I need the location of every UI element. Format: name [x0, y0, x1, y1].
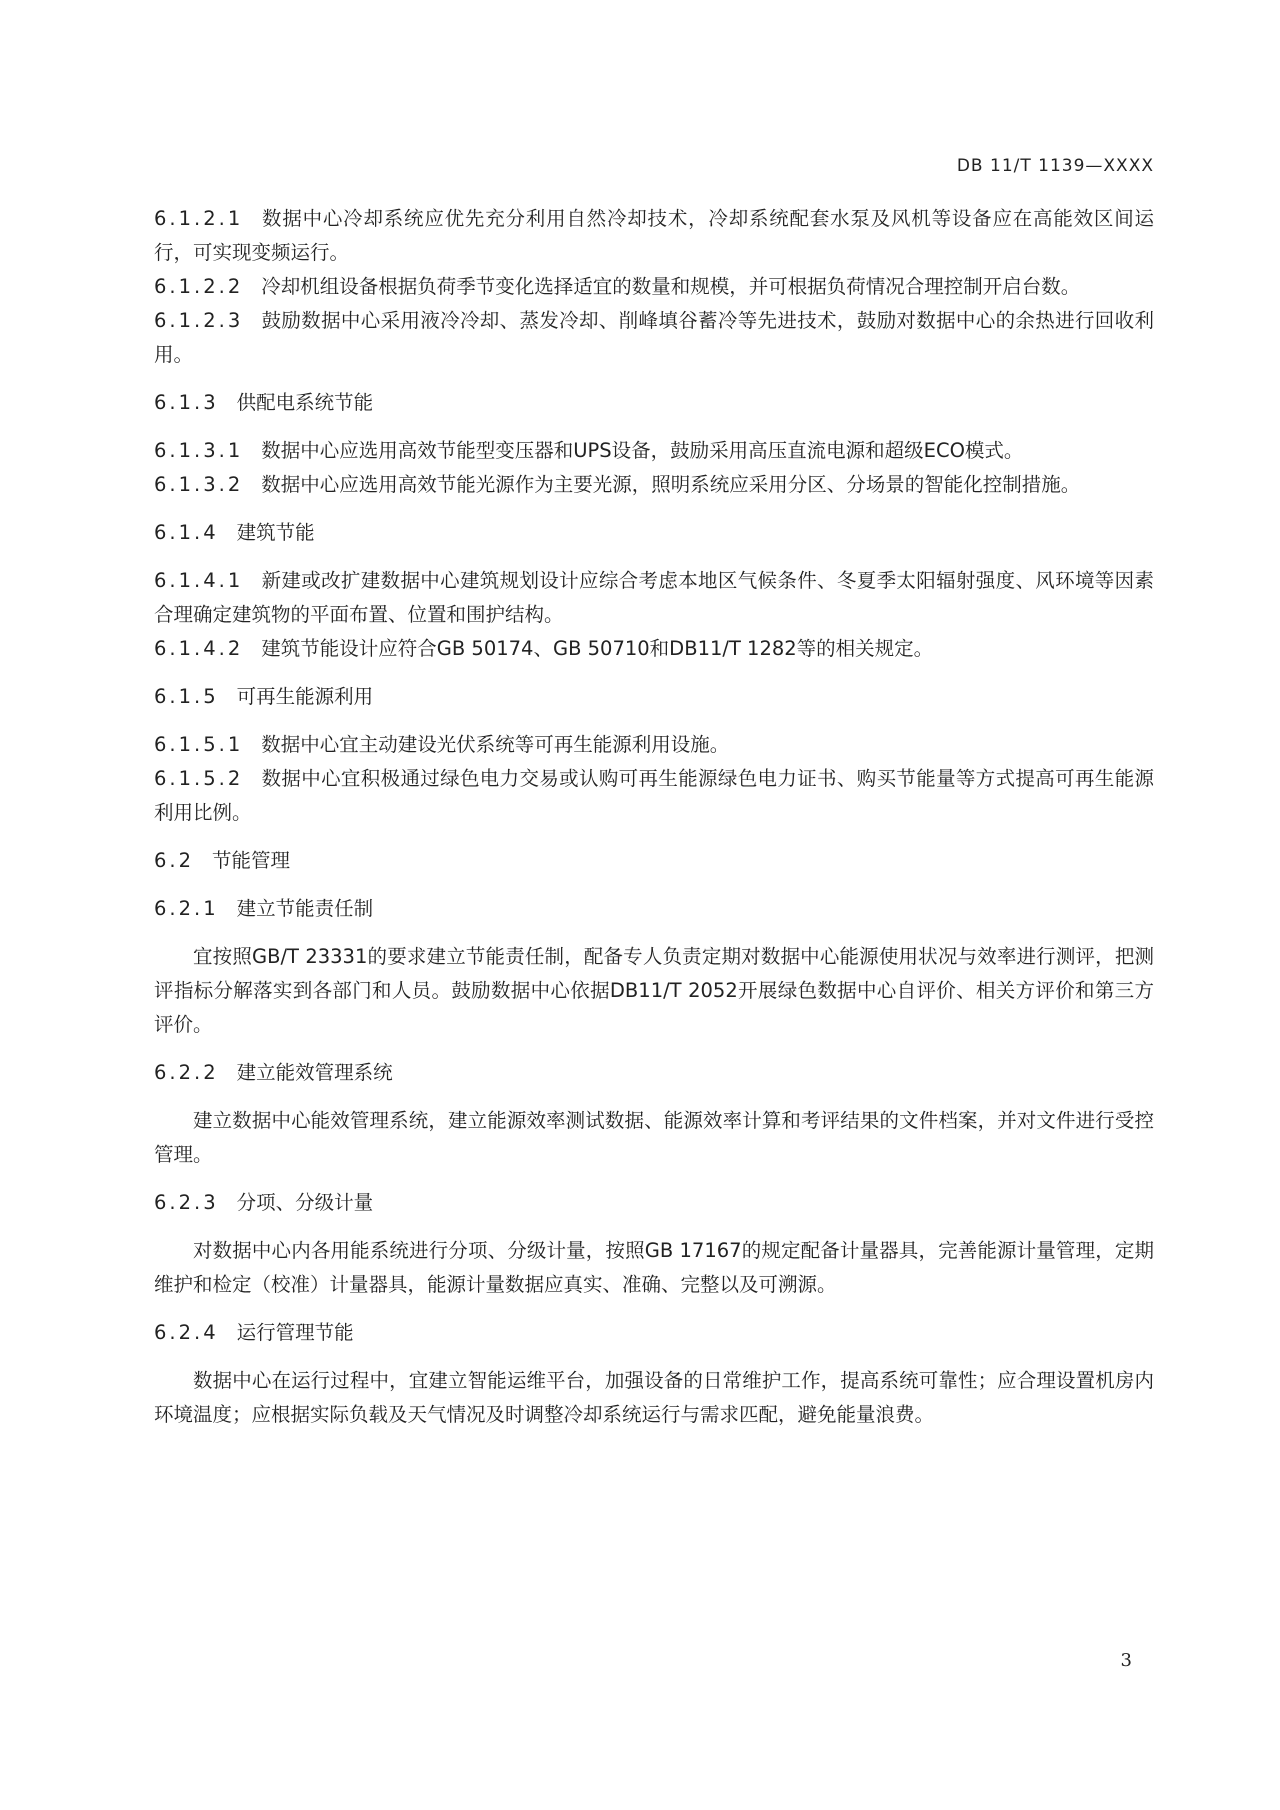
clause: 6.1.2.2 冷却机组设备根据负荷季节变化选择适宜的数量和规模，并可根据负荷情况合理控制开启台数。 — [154, 275, 1081, 298]
paragraph: 建立数据中心能效管理系统，建立能源效率测试数据、能源效率计算和考评结果的文件档案，并对文件进行受控管理。 — [154, 1109, 1154, 1166]
clause: 6.1.2.1 数据中心冷却系统应优先充分利用自然冷却技术，冷却系统配套水泵及风机等设备应在高能效区间运行，可实现变频运行。 — [154, 207, 1154, 264]
clause: 6.1.3.2 数据中心应选用高效节能光源作为主要光源，照明系统应采用分区、分场景的智能化控制措施。 — [154, 473, 1081, 496]
section-heading: 6.2.2 建立能效管理系统 — [154, 1061, 393, 1084]
clause: 6.1.4.1 新建或改扩建数据中心建筑规划设计应综合考虑本地区气候条件、冬夏季太阳辐射强度、风环境等因素合理确定建筑物的平面布置、位置和围护结构。 — [154, 569, 1154, 626]
section-heading: 6.2 节能管理 — [154, 849, 291, 872]
section-heading: 6.2.3 分项、分级计量 — [154, 1191, 374, 1214]
clause: 6.1.5.1 数据中心宜主动建设光伏系统等可再生能源利用设施。 — [154, 733, 730, 756]
paragraph: 对数据中心内各用能系统进行分项、分级计量，按照GB 17167的规定配备计量器具，完善能源计量管理，定期维护和检定（校准）计量器具，能源计量数据应真实、准确、完整以及可溯源。 — [154, 1239, 1154, 1296]
section-heading: 6.1.4 建筑节能 — [154, 521, 315, 544]
clause: 6.1.3.1 数据中心应选用高效节能型变压器和UPS设备，鼓励采用高压直流电源和超级ECO模式。 — [154, 439, 1024, 462]
section-heading: 6.1.5 可再生能源利用 — [154, 685, 374, 708]
clause: 6.1.5.2 数据中心宜积极通过绿色电力交易或认购可再生能源绿色电力证书、购买节能量等方式提高可再生能源利用比例。 — [154, 767, 1154, 824]
clause: 6.1.2.3 鼓励数据中心采用液冷冷却、蒸发冷却、削峰填谷蓄冷等先进技术，鼓励对数据中心的余热进行回收利用。 — [154, 309, 1154, 366]
document-code-header: DB 11/T 1139—XXXX — [956, 156, 1154, 176]
section-heading: 6.2.4 运行管理节能 — [154, 1321, 354, 1344]
paragraph: 宜按照GB/T 23331的要求建立节能责任制，配备专人负责定期对数据中心能源使用状况与效率进行测评，把测评指标分解落实到各部门和人员。鼓励数据中心依据DB11/T 2052开展绿色数据中心自评价、相关方评价和第三方评价。 — [154, 945, 1154, 1036]
paragraph: 数据中心在运行过程中，宜建立智能运维平台，加强设备的日常维护工作，提高系统可靠性；应合理设置机房内环境温度；应根据实际负载及天气情况及时调整冷却系统运行与需求匹配，避免能量浪费。 — [154, 1369, 1154, 1426]
section-heading: 6.2.1 建立节能责任制 — [154, 897, 374, 920]
section-heading: 6.1.3 供配电系统节能 — [154, 391, 374, 414]
clause: 6.1.4.2 建筑节能设计应符合GB 50174、GB 50710和DB11/T 1282等的相关规定。 — [154, 637, 934, 660]
page-number: 3 — [1120, 1650, 1132, 1671]
document-body — [154, 202, 1154, 1432]
